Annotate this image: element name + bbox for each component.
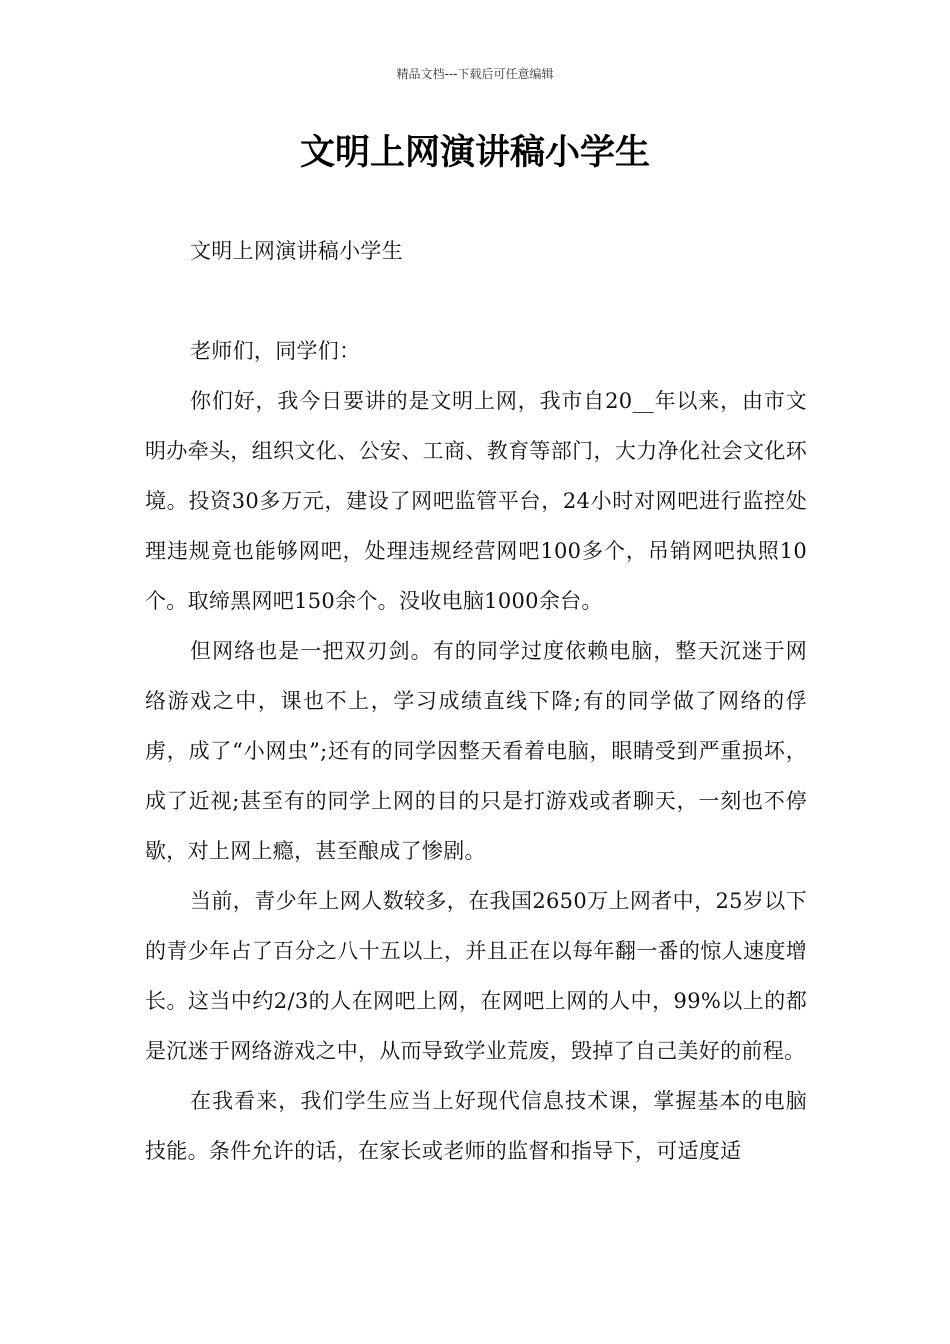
greeting: 老师们，同学们： [190, 339, 361, 363]
page-header-note: 精品文档---下载后可任意编辑 [396, 67, 554, 81]
paragraph-2: 但网络也是一把双刃剑。有的同学过度依赖电脑，整天沉迷于网络游戏之中，课也不上，学习成绩直线下降;有的同学做了网络的俘虏，成了“小网虫”;还有的同学因整天看着电脑，眼睛受到严重损坏，成了近视;甚至有的同学上网的目的只是打游戏或者聊天，一刻也不停歇，对上网上瘾，甚至酿成了惨剧。 [145, 639, 807, 863]
document-subtitle: 文明上网演讲稿小学生 [190, 239, 403, 263]
document-subtitle-block [145, 226, 807, 276]
paragraph-4: 在我看来，我们学生应当上好现代信息技术课，掌握基本的电脑技能。条件允许的话，在家长或老师的监督和指导下，可适度适 [145, 1089, 807, 1163]
document-body [145, 326, 807, 1176]
paragraph-3: 当前，青少年上网人数较多，在我国2650万上网者中，25岁以下的青少年占了百分之八十五以上，并且正在以每年翻一番的惊人速度增长。这当中约2/3的人在网吧上网，在网吧上网的人中，99%以上的都是沉迷于网络游戏之中，从而导致学业荒废，毁掉了自己美好的前程。 [145, 889, 807, 1063]
document-title: 文明上网演讲稿小学生 [299, 133, 650, 173]
paragraph-1: 你们好，我今日要讲的是文明上网，我市自20__年以来，由市文明办牵头，组织文化、公安、工商、教育等部门，大力净化社会文化环境。投资30多万元，建设了网吧监管平台，24小时对网吧进行监控处理违规竟也能够网吧，处理违规经营网吧100多个，吊销网吧执照10个。取缔黑网吧150余个。没收电脑1000余台。 [145, 389, 807, 613]
